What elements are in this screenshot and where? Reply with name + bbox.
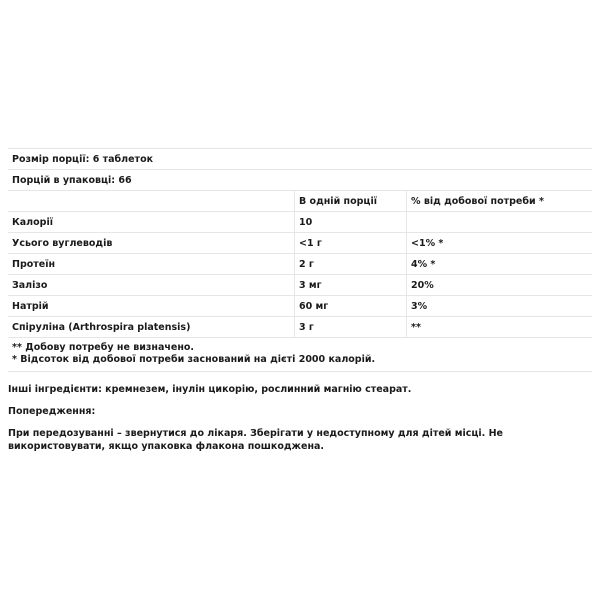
- nutrient-amount: 3 мг: [294, 275, 406, 295]
- nutrient-name: Калорії: [12, 216, 53, 228]
- servings-per-container: Порцій в упаковці: 66: [12, 174, 132, 186]
- nutrient-name: Спіруліна (Arthrospira platensis): [12, 321, 191, 333]
- other-ingredients: Інші інгредієнти: кремнезем, інулін цикорію, рослинний магнію стеарат.: [8, 384, 412, 395]
- header-per-serving: В одній порції: [294, 191, 406, 211]
- table-row: [8, 275, 592, 296]
- nutrient-amount: 2 г: [294, 254, 406, 274]
- footnote-star: * Відсоток від добової потреби заснований на дієті 2000 калорій.: [12, 354, 376, 365]
- nutrient-amount: 3 г: [294, 317, 406, 337]
- nutrient-name: Натрій: [12, 300, 49, 312]
- warnings-text: При передозуванні – звернутися до лікаря. Зберігати у недоступному для дітей місці. Не використовувати, якщо упаковка флакона пошкоджена.: [8, 428, 503, 452]
- table-row: [8, 212, 592, 233]
- footnotes: [8, 338, 592, 372]
- nutrient-dv: 20%: [406, 275, 592, 295]
- table-row: [8, 233, 592, 254]
- nutrient-amount: 60 мг: [294, 296, 406, 316]
- nutrient-name: Усього вуглеводів: [12, 237, 113, 249]
- table-row: [8, 296, 592, 317]
- table-row: [8, 254, 592, 275]
- nutrient-amount: 10: [294, 212, 406, 232]
- nutrient-dv: 3%: [406, 296, 592, 316]
- nutrient-dv: **: [406, 317, 592, 337]
- serving-size: Розмір порції: 6 таблеток: [12, 153, 154, 165]
- warnings-title: Попередження:: [8, 406, 96, 417]
- nutrient-name: Залізо: [12, 279, 48, 291]
- nutrient-amount: <1 г: [294, 233, 406, 253]
- table-header-row: [8, 191, 592, 212]
- table-row: [8, 317, 592, 338]
- servings-per-container-row: [8, 170, 592, 191]
- header-daily-value: % від добової потреби *: [406, 191, 592, 211]
- serving-size-row: [8, 149, 592, 170]
- nutrient-dv: <1% *: [406, 233, 592, 253]
- nutrient-name: Протеїн: [12, 258, 56, 270]
- nutrient-dv: [406, 212, 592, 232]
- nutrient-dv: 4% *: [406, 254, 592, 274]
- footnote-double-star: ** Добову потребу не визначено.: [12, 342, 195, 353]
- supplement-facts-table: [8, 148, 592, 372]
